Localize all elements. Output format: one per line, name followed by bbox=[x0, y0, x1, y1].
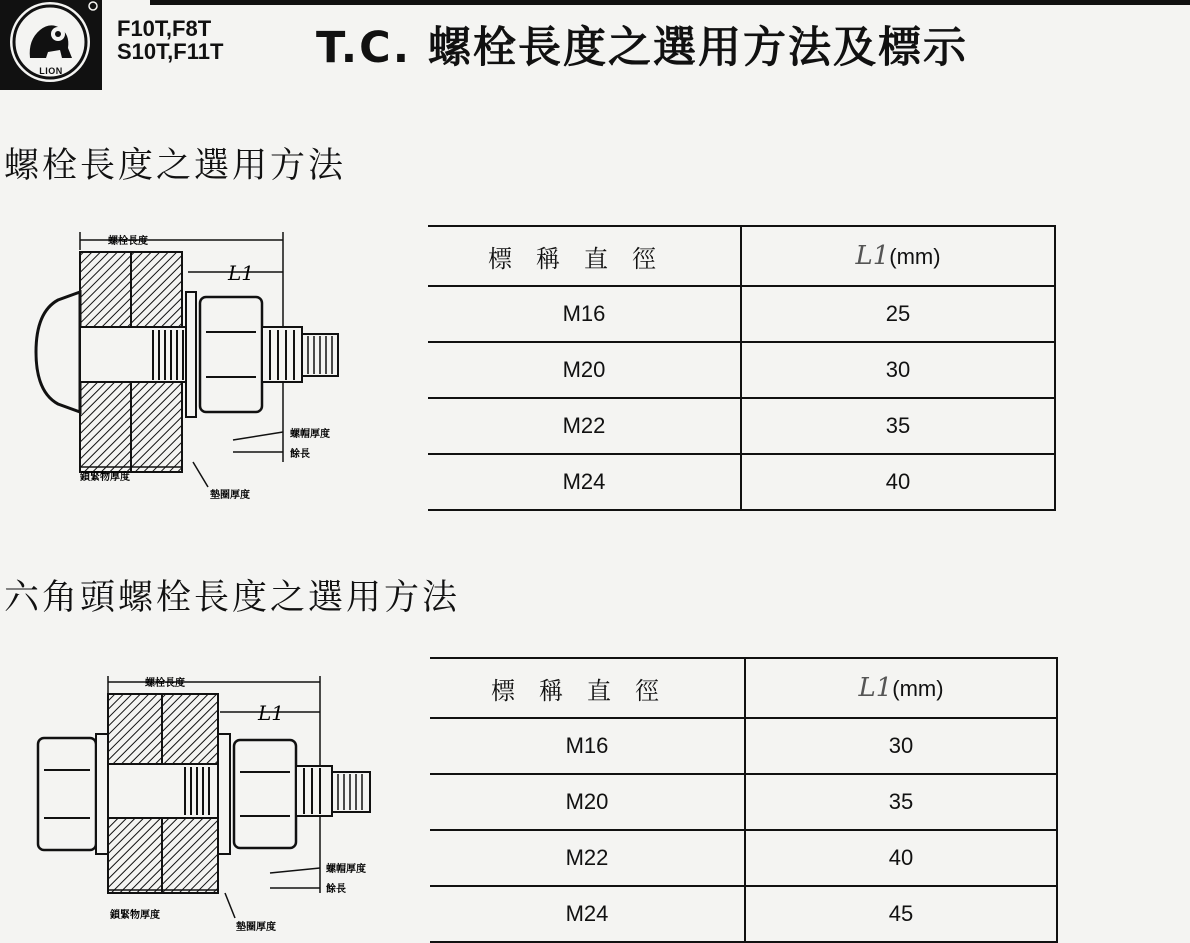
table-row bbox=[430, 830, 1057, 886]
table-row bbox=[428, 286, 1055, 342]
section2-title: 六角頭螺栓長度之選用方法 bbox=[4, 578, 461, 618]
nut-thickness-label: 螺帽厚度 bbox=[326, 864, 366, 875]
value-cell: 40 bbox=[741, 454, 1055, 510]
l1-header-symbol: L1 bbox=[855, 241, 890, 271]
margin-label: 餘長 bbox=[290, 449, 310, 460]
table-row bbox=[430, 886, 1057, 942]
section1-title: 螺栓長度之選用方法 bbox=[4, 146, 347, 186]
value-cell: 30 bbox=[741, 342, 1055, 398]
nut-thickness-label: 螺帽厚度 bbox=[290, 429, 330, 440]
value-cell: 45 bbox=[745, 886, 1057, 942]
size-cell: M16 bbox=[428, 286, 741, 342]
value-cell: 30 bbox=[745, 718, 1057, 774]
size-cell: M20 bbox=[430, 774, 745, 830]
washer-thickness-label: 墊圈厚度 bbox=[210, 490, 250, 501]
nominal-diameter-header: 標稱直徑 bbox=[491, 676, 683, 705]
size-cell: M22 bbox=[430, 830, 745, 886]
bolt-length-label: 螺栓長度 bbox=[108, 236, 148, 247]
clamped-thickness-label: 鎖緊物厚度 bbox=[110, 910, 160, 921]
table-header-row bbox=[428, 226, 1055, 286]
l1-label: L1 bbox=[258, 701, 285, 725]
section2-table bbox=[430, 657, 1058, 943]
bolt-length-label: 螺栓長度 bbox=[145, 678, 185, 689]
l1-header-symbol: L1 bbox=[858, 673, 893, 703]
model-line-2: S10T,F11T bbox=[117, 39, 224, 64]
value-cell: 35 bbox=[741, 398, 1055, 454]
size-cell: M24 bbox=[430, 886, 745, 942]
lion-logo bbox=[0, 0, 102, 90]
l1-header-unit: (mm) bbox=[892, 676, 944, 701]
nominal-diameter-header: 標稱直徑 bbox=[488, 244, 680, 273]
value-cell: 40 bbox=[745, 830, 1057, 886]
top-rule bbox=[150, 0, 1190, 5]
size-cell: M20 bbox=[428, 342, 741, 398]
l1-label: L1 bbox=[228, 261, 255, 285]
size-cell: M16 bbox=[430, 718, 745, 774]
table-row bbox=[428, 342, 1055, 398]
size-cell: M22 bbox=[428, 398, 741, 454]
table-header-row bbox=[430, 658, 1057, 718]
section2-diagram bbox=[30, 668, 420, 940]
table-row bbox=[428, 454, 1055, 510]
model-codes bbox=[117, 17, 223, 63]
model-line-1: F10T,F8T bbox=[117, 16, 212, 41]
table-row bbox=[430, 774, 1057, 830]
section1-diagram bbox=[28, 222, 408, 516]
margin-label: 餘長 bbox=[326, 884, 346, 895]
table-row bbox=[430, 718, 1057, 774]
l1-header-unit: (mm) bbox=[889, 244, 941, 269]
size-cell: M24 bbox=[428, 454, 741, 510]
value-cell: 35 bbox=[745, 774, 1057, 830]
page-title: T.C. 螺栓長度之選用方法及標示 bbox=[316, 23, 968, 73]
logo-text: LION bbox=[39, 66, 63, 76]
section1-table bbox=[428, 225, 1056, 511]
table-row bbox=[428, 398, 1055, 454]
washer-thickness-label: 墊圈厚度 bbox=[236, 922, 276, 933]
clamped-thickness-label: 鎖緊物厚度 bbox=[80, 472, 130, 483]
value-cell: 25 bbox=[741, 286, 1055, 342]
